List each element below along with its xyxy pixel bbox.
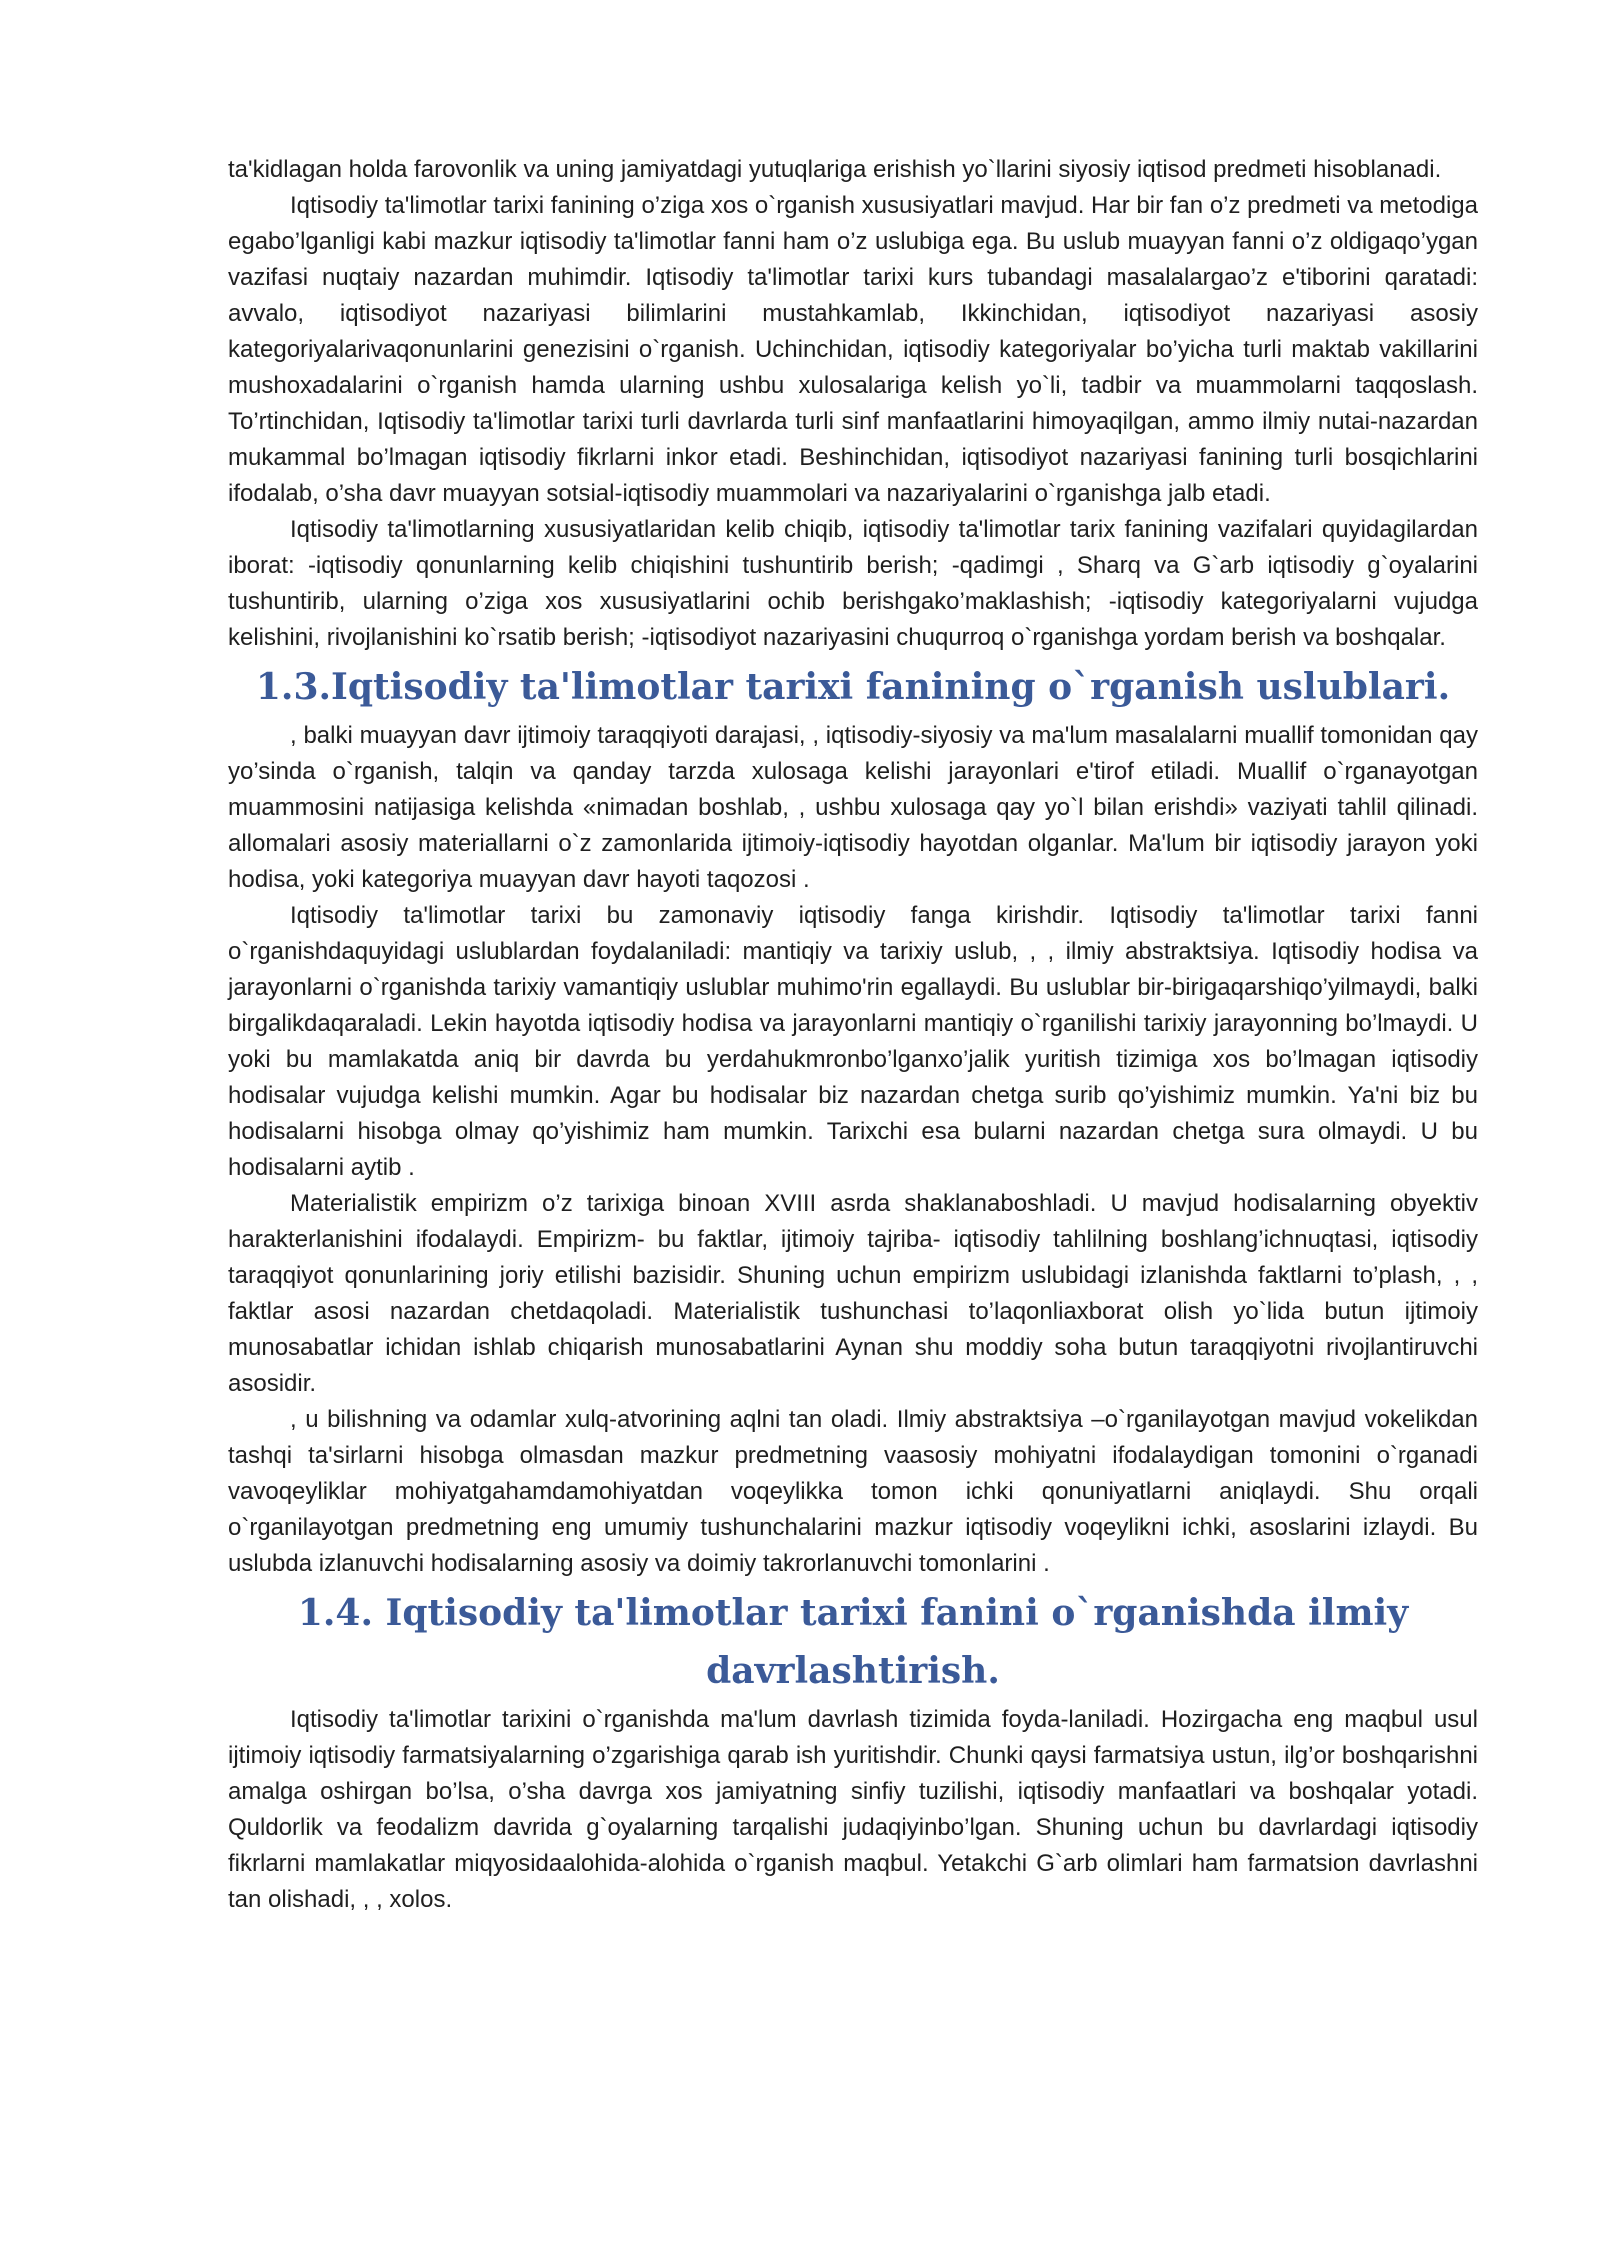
paragraph-tasks: Iqtisodiy ta'limotlarning xususiyatlaridan kelib chiqib, iqtisodiy ta'limotlar tarix fanining vazifalari quyidagilardan iborat: -iqtisodiy qonunlarning kelib chiqishini tushuntirib berish; -qadimgi , Sharq va G`arb iqtisodiy g`oyalarini tushuntirib, ularning o’ziga xos xususiyatlarini ochib berishgako’maklashish; -iqtisodiy kategoriyalarni vujudga kelishini, rivojlanishini ko`rsatib berish; -iqtisodiyot nazariyasini chuqurroq o`rganishga yordam berish va boshqalar.	[228, 516, 1478, 651]
section-heading-1-4: 1.4. Iqtisodiy ta'limotlar tarixi fanini o`rganishda ilmiy davrlashtirish.	[297, 1592, 1409, 1692]
paragraph-logical-historical: Iqtisodiy ta'limotlar tarixi bu zamonaviy iqtisodiy fanga kirishdir. Iqtisodiy ta'limotlar tarixi fanni o`rganishdaquyidagi uslublardan foydalaniladi: mantiqiy va tarixiy uslub, , , ilmiy abstraktsiya. Iqtisodiy hodisa va jarayonlarni o`rganishda tarixiy vamantiqiy uslublar muhimo'rin egallaydi. Bu uslublar bir-birigaqarshiqo’yilmaydi, balki birgalikdaqaraladi. Lekin hayotda iqtisodiy hodisa va jarayonlarni mantiqiy o`rganilishi tarixiy jarayonning bo’lmaydi. U yoki bu mamlakatda aniq bir davrda bu yerdahukmronbo’lganxo’jalik yuritish tizimiga xos bo’lmagan iqtisodiy hodisalar vujudga kelishi mumkin. Agar bu hodisalar biz nazardan chetga surib qo’yishimiz mumkin. Ya'ni biz bu hodisalarni hisobga olmay qo’yishimiz ham mumkin. Tarixchi esa bularni nazardan chetga sura olmaydi. U bu hodisalarni aytib .	[228, 902, 1478, 1181]
document-body	[228, 152, 1478, 1918]
paragraph-methods-intro: , balki muayyan davr ijtimoiy taraqqiyoti darajasi, , iqtisodiy-siyosiy va ma'lum masalalarni muallif tomonidan qay yo’sinda o`rganish, talqin va qanday tarzda xulosaga kelishi jarayonlari e'tirof etiladi. Muallif o`rganayotgan muammosini natijasiga kelishda «nimadan boshlab, , ushbu xulosaga qay yo`l bilan erishdi» vaziyati tahlil qilinadi. allomalari asosiy materiallarni o`z zamonlarida ijtimoiy-iqtisodiy hayotdan olganlar. Ma'lum bir iqtisodiy jarayon yoki hodisa, yoki kategoriya muayyan davr hayoti taqozosi .	[228, 722, 1478, 893]
paragraph-intro-continuation: ta'kidlagan holda farovonlik va uning jamiyatdagi yutuqlariga erishish yo`llarini siyosiy iqtisod predmeti hisoblanadi.	[228, 156, 1442, 183]
paragraph-abstraction: , u bilishning va odamlar xulq-atvorining aqlni tan oladi. Ilmiy abstraktsiya –o`rganilayotgan mavjud vokelikdan tashqi ta'sirlarni hisobga olmasdan mazkur predmetning vaasosiy mohiyatni ifodalaydigan tomonini o`rganadi vavoqeyliklar mohiyatgahamdamohiyatdan voqeylikka tomon ichki qonuniyatlarni aniqlaydi. Shu orqali o`rganilayotgan predmetning eng umumiy tushunchalarini mazkur iqtisodiy voqeylikni ichki, asoslarini izlaydi. Bu uslubda izlanuvchi hodisalarning asosiy va doimiy takrorlanuvchi tomonlarini .	[228, 1406, 1478, 1577]
paragraph-periodization: Iqtisodiy ta'limotlar tarixini o`rganishda ma'lum davrlash tizimida foyda-laniladi. Hozirgacha eng maqbul usul ijtimoiy iqtisodiy farmatsiyalarning o’zgarishiga qarab ish yuritishdir. Chunki qaysi farmatsiya ustun, ilg’or boshqarishni amalga oshirgan bo’lsa, o’sha davrga xos jamiyatning sinfiy tuzilishi, iqtisodiy manfaatlari va boshqalar yotadi. Quldorlik va feodalizm davrida g`oyalarning tarqalishi judaqiyinbo’lgan. Shuning uchun bu davrlardagi iqtisodiy fikrlarni mamlakatlar miqyosidaalohida-alohida o`rganish maqbul. Yetakchi G`arb olimlari ham farmatsion davrlashni tan olishadi, , , xolos.	[228, 1706, 1478, 1913]
paragraph-features: Iqtisodiy ta'limotlar tarixi fanining o’ziga xos o`rganish xususiyatlari mavjud. Har bir fan o’z predmeti va metodiga egabo’lganligi kabi mazkur iqtisodiy ta'limotlar fanni ham o’z uslubiga ega. Bu uslub muayyan fanni o’z oldigaqo’ygan vazifasi nuqtaiy nazardan muhimdir. Iqtisodiy ta'limotlar tarixi kurs tubandagi masalalargao’z e'tiborini qaratadi: avvalo, iqtisodiyot nazariyasi bilimlarini mustahkamlab, Ikkinchidan, iqtisodiyot nazariyasi asosiy kategoriyalarivaqonunlarini genezisini o`rganish. Uchinchidan, iqtisodiy kategoriyalar bo’yicha turli maktab vakillarini mushoxadalarini o`rganish hamda ularning ushbu xulosalariga kelish yo`li, tadbir va muammolarni taqqoslash. To’rtinchidan, Iqtisodiy ta'limotlar tarixi turli davrlarda turli sinf manfaatlarini himoyaqilgan, ammo ilmiy nutai-nazardan mukammal bo’lmagan iqtisodiy fikrlarni inkor etadi. Beshinchidan, iqtisodiyot nazariyasi fanining turli bosqichlarini ifodalab, o’sha davr muayyan sotsial-iqtisodiy muammolari va nazariyalarini o`rganishga jalb etadi.	[228, 192, 1478, 507]
paragraph-empiricism: Materialistik empirizm o’z tarixiga binoan XVIII asrda shaklanaboshladi. U mavjud hodisalarning obyektiv harakterlanishini ifodalaydi. Empirizm- bu faktlar, ijtimoiy tajriba- iqtisodiy tahlilning boshlang’ichnuqtasi, iqtisodiy taraqqiyot qonunlarining joriy etilishi bazisidir. Shuning uchun empirizm uslubidagi izlanishda faktlarni to’plash, , , faktlar asosi nazardan chetdaqoladi. Materialistik tushunchasi to’laqonliaxborat olish yo`lida butun ijtimoiy munosabatlar ichidan ishlab chiqarish munosabatlarini Aynan shu moddiy soha butun taraqqiyotni rivojlantiruvchi asosidir.	[228, 1190, 1478, 1397]
section-heading-1-3: 1.3.Iqtisodiy ta'limotlar tarixi fanining o`rganish uslublari.	[255, 666, 1451, 708]
